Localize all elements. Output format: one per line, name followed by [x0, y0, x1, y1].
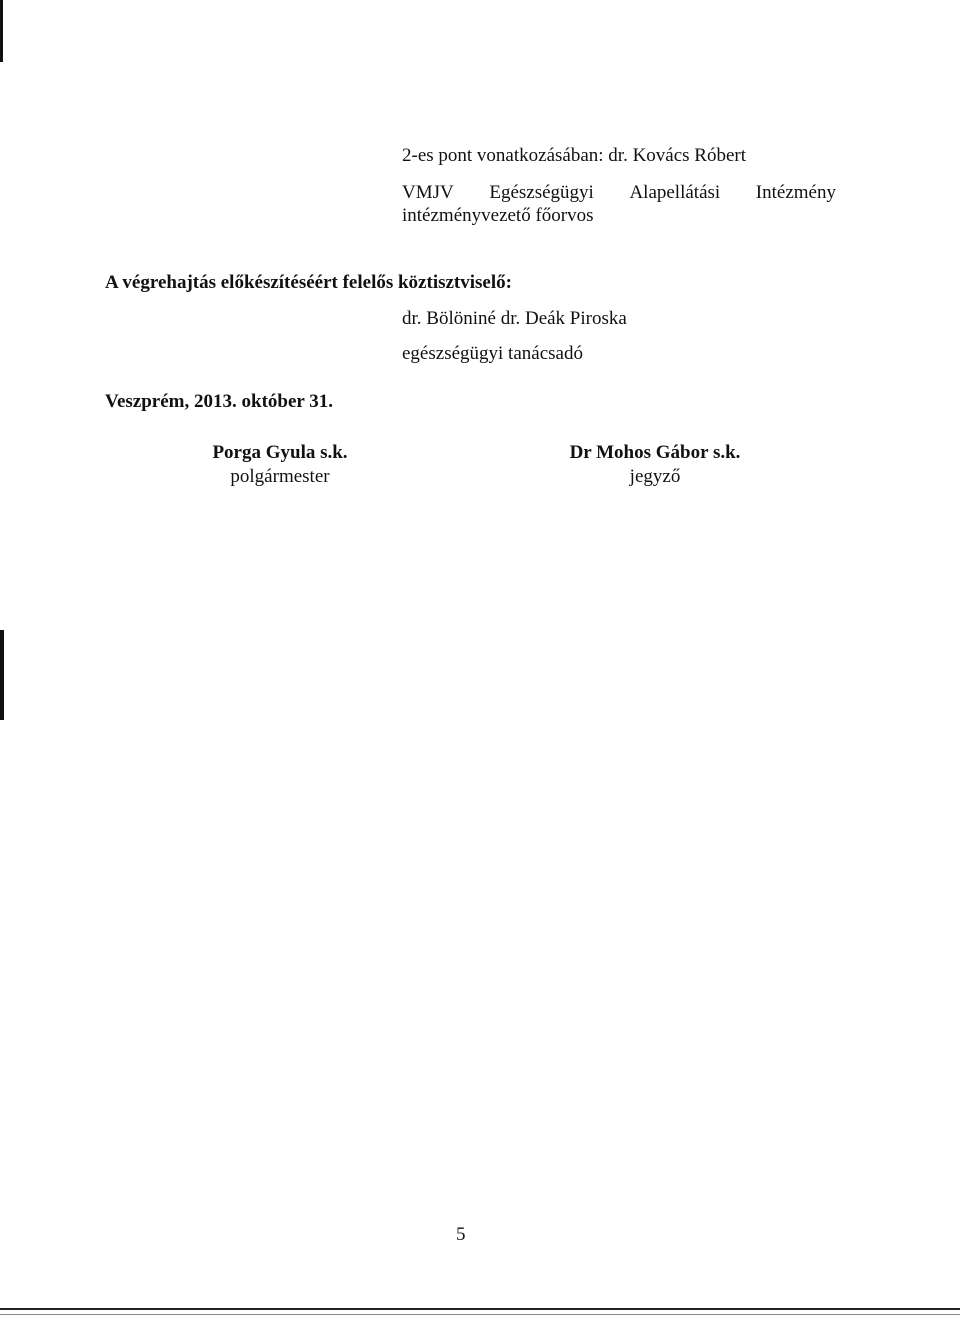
page-number: 5	[456, 1224, 466, 1245]
signatory-right-name: Dr Mohos Gábor s.k.	[569, 442, 741, 463]
signatory-left	[180, 441, 380, 489]
scan-edge-mark-top	[0, 0, 3, 62]
official-title: egészségügyi tanácsadó	[402, 343, 583, 364]
scan-edge-mark-left	[0, 630, 4, 720]
place-date-text: Veszprém, 2013. október 31.	[105, 391, 333, 412]
signatory-left-title: polgármester	[230, 466, 330, 487]
signatory-left-name: Porga Gyula s.k.	[212, 442, 348, 463]
role-line: intézményvezető főorvos	[402, 205, 594, 226]
institution-word: Alapellátási	[629, 182, 721, 203]
point-line: 2-es pont vonatkozásában: dr. Kovács Róbert	[402, 145, 747, 166]
place-date	[105, 390, 333, 414]
signatory-right	[530, 441, 780, 489]
bottom-scan-rule-thin	[0, 1314, 960, 1315]
institution-line	[402, 181, 836, 205]
institution-word: VMJV	[402, 182, 454, 203]
institution-word: Intézmény	[755, 182, 836, 203]
institution-word: Egészségügyi	[489, 182, 594, 203]
official-name: dr. Bölöniné dr. Deák Piroska	[402, 308, 627, 329]
responsible-heading: A végrehajtás előkészítéséért felelős köztisztviselő:	[105, 272, 512, 293]
signatory-right-title: jegyző	[629, 466, 681, 487]
bottom-scan-rule	[0, 1308, 960, 1310]
